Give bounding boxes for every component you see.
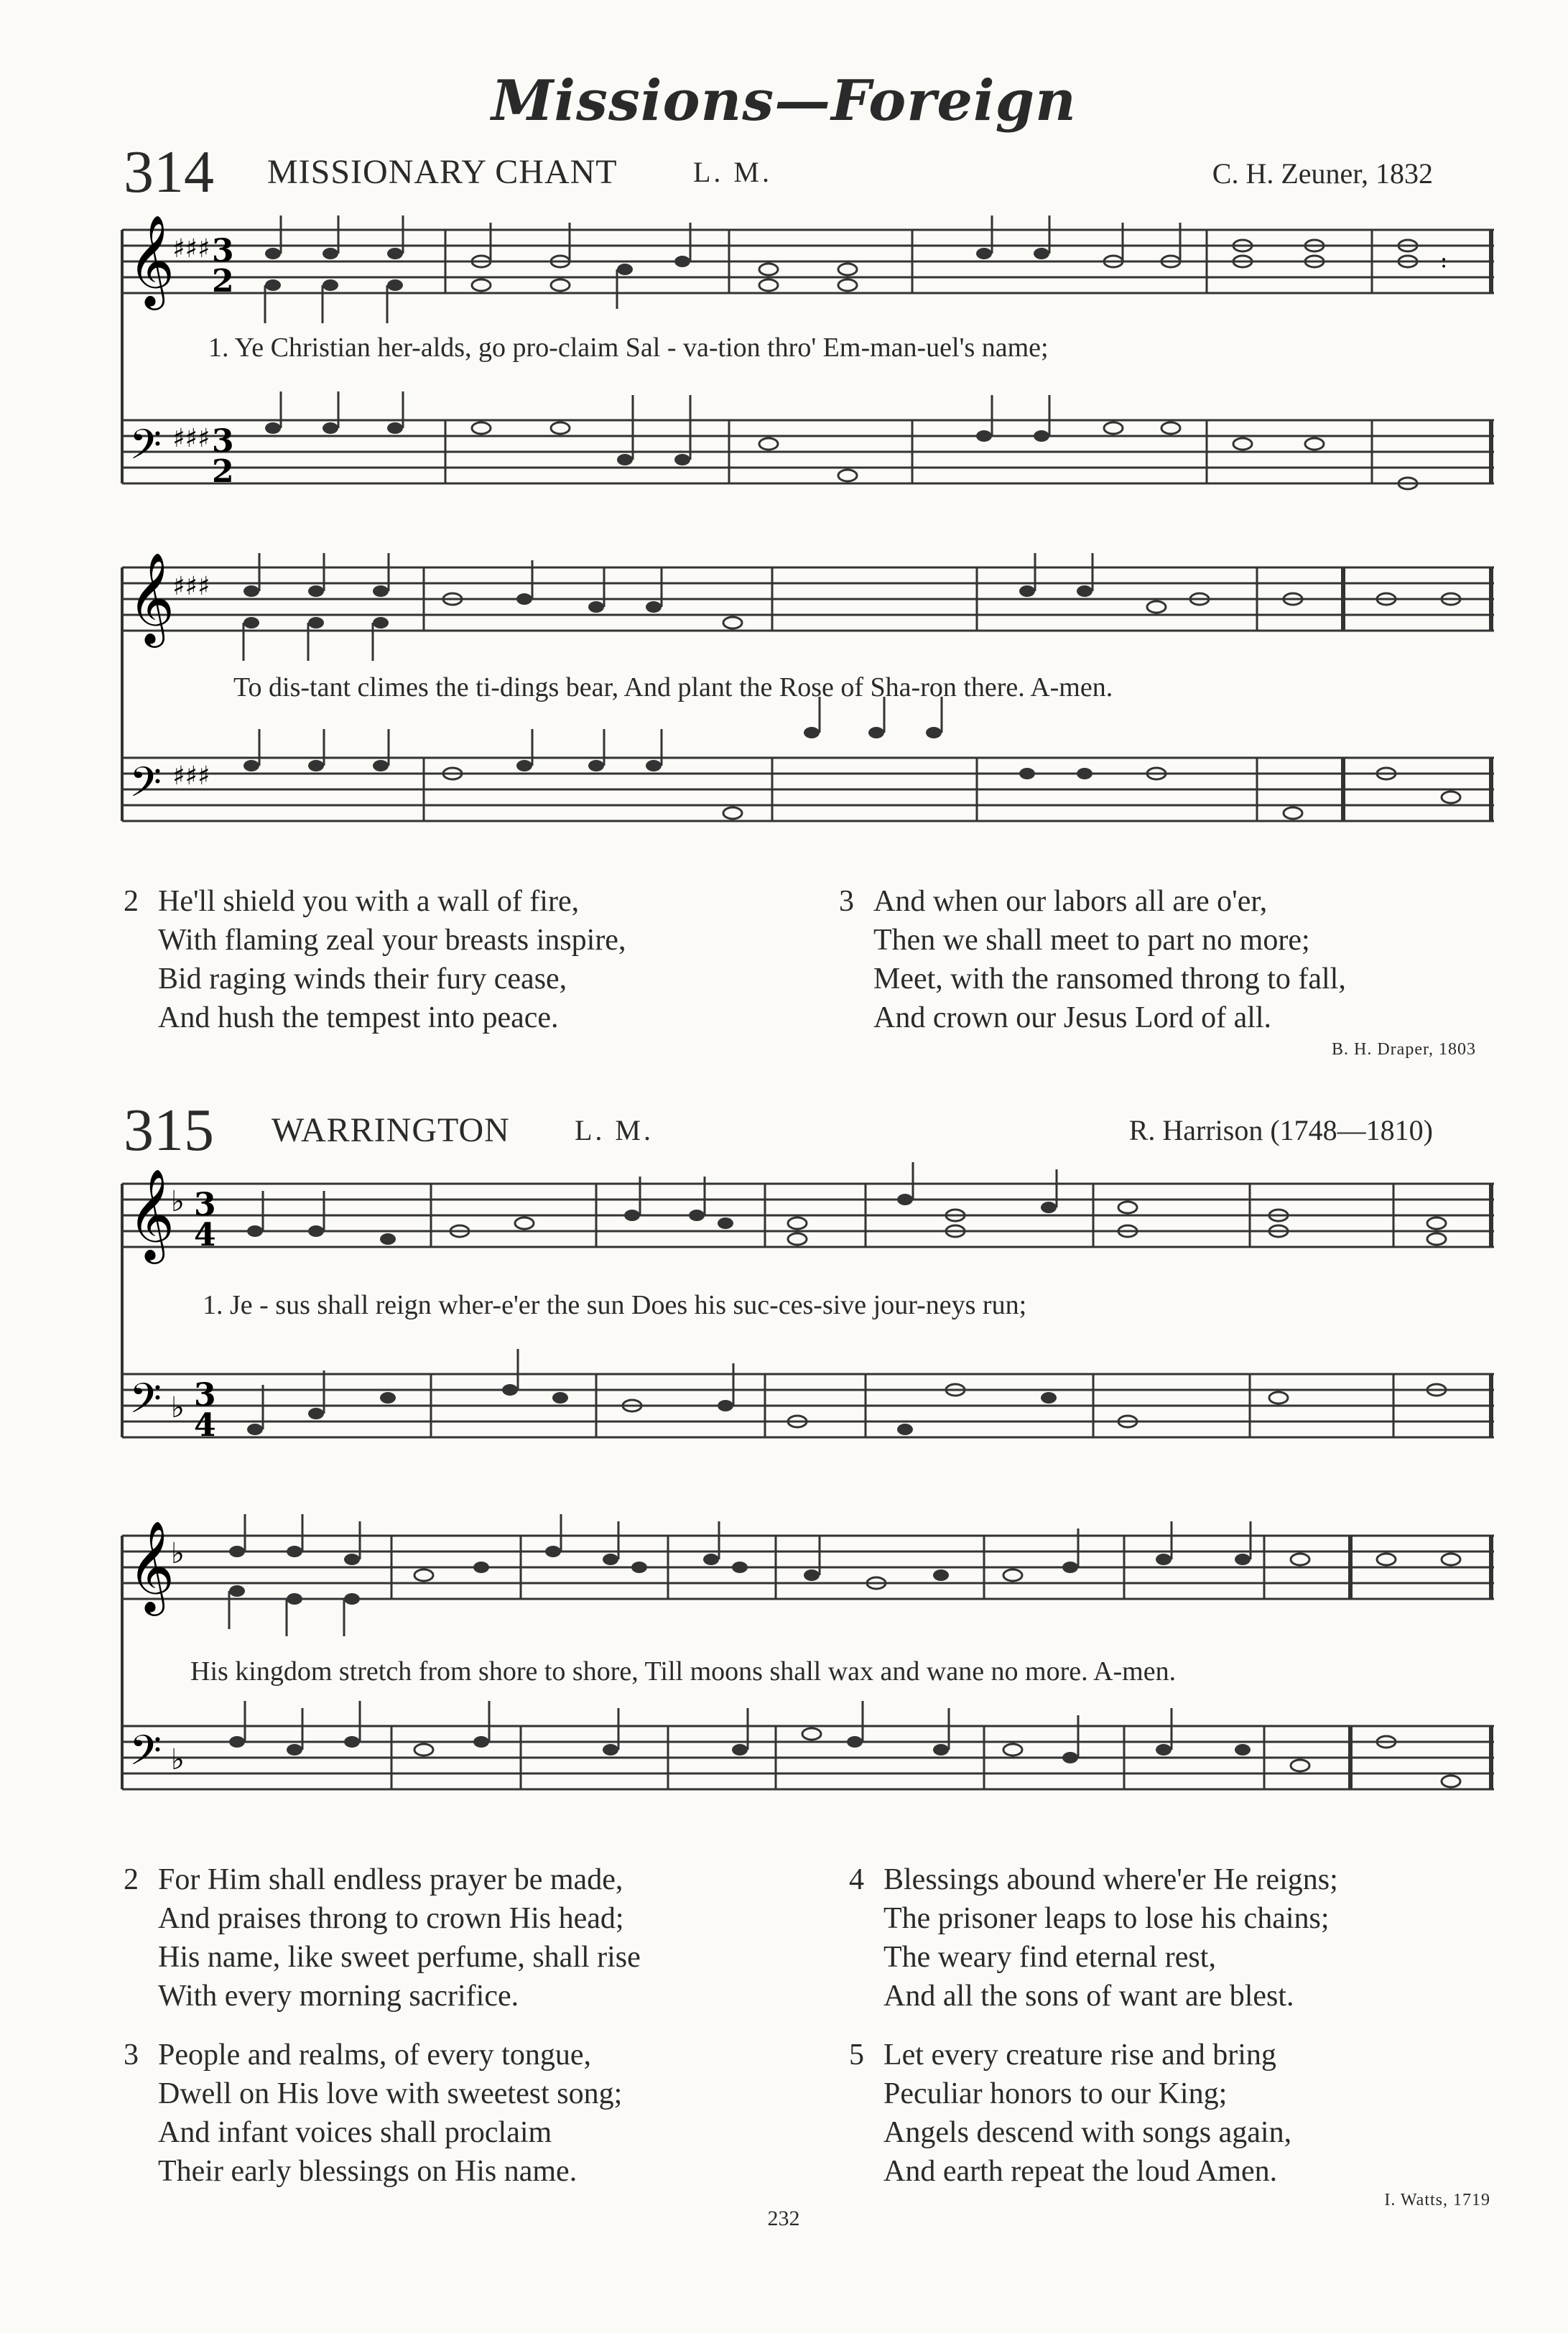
svg-text:♭: ♭ [171,1743,185,1776]
svg-text:2: 2 [212,453,234,490]
bass-clef-icon: 𝄢 [129,1374,162,1433]
hymn-number-315: 315 [124,1097,214,1164]
verse-314-2: 2 He'll shield you with a wall of fire, With flaming zeal your breasts inspire, Bid raging winds their fury cease, And hush the tempest into peace. [124,885,626,1034]
svg-text:3: 3 [194,1377,216,1414]
composer-315: R. Harrison (1748—1810) [1128,1114,1433,1146]
svg-text::: : [1440,248,1448,273]
svg-text:♭: ♭ [171,1391,185,1424]
author-315: I. Watts, 1719 [1384,2191,1490,2209]
verse-315-2: 2 For Him shall endless prayer be made, And praises throng to crown His head; His name, like sweet perfume, shall rise With every morning sacrifice. [124,1863,641,2013]
bass-clef-icon: 𝄢 [129,1726,162,1785]
lyrics-315-line-2: His kingdom stretch from shore to shore, Till moons shall wax and wane no more. A-men. [190,1656,1177,1687]
svg-text:♭: ♭ [171,1537,185,1570]
verse-315-3: 3 People and realms, of every tongue, Dwell on His love with sweetest song; And infant voices shall proclaim Their early blessings on His name. [124,2039,623,2188]
svg-text:4: 4 [194,1217,216,1253]
svg-text:♯♯♯: ♯♯♯ [172,424,210,453]
hymn-number-314: 314 [124,139,214,205]
svg-text:♯♯♯: ♯♯♯ [172,572,210,601]
author-314: B. H. Draper, 1803 [1332,1040,1476,1059]
lyrics-314-line-1: 1. Ye Christian her-alds, go pro-claim Sal - va-tion thro' Em-man-uel's name; [208,333,1049,363]
verse-315-4: 4 Blessings abound where'er He reigns; The prisoner leaps to lose his chains; The weary find eternal rest, And all the sons of want are blest. [849,1863,1338,2013]
verse-314-3: 3 And when our labors all are o'er, Then we shall meet to part no more; Meet, with the ransomed throng to fall, And crown our Jesus Lord of all. [839,885,1346,1034]
bass-clef-icon: 𝄢 [129,420,162,479]
svg-text:2: 2 [212,263,234,300]
svg-text:♯♯♯: ♯♯♯ [172,761,210,791]
treble-clef-icon: 𝄞 [128,1520,175,1612]
lyrics-314-line-2: To dis-tant climes the ti-dings bear, And plant the Rose of Sha-ron there. A-men. [233,672,1113,702]
verse-315-5: 5 Let every creature rise and bring Peculiar honors to our King; Angels descend with songs again, And earth repeat the loud Amen. [849,2039,1292,2188]
composer-314: C. H. Zeuner, 1832 [1212,157,1433,190]
svg-text:3: 3 [194,1187,216,1223]
meter-314: L. M. [693,156,772,188]
page-number: 232 [767,2207,800,2230]
meter-315: L. M. [575,1114,654,1146]
treble-clef-icon: 𝄞 [128,1168,175,1260]
treble-clef-icon: 𝄞 [128,214,175,306]
tune-name-314: MISSIONARY CHANT [267,153,618,191]
svg-text:4: 4 [194,1407,216,1444]
tune-name-315: WARRINGTON [272,1111,510,1149]
svg-text:3: 3 [212,423,234,460]
lyrics-315-line-1: 1. Je - sus shall reign wher-e'er the sun Does his suc-ces-sive jour-neys run; [203,1290,1027,1320]
svg-text:♯♯♯: ♯♯♯ [172,234,210,264]
svg-text:♭: ♭ [171,1185,185,1218]
section-title: Missions—Foreign [491,68,1077,134]
bass-clef-icon: 𝄢 [129,758,162,817]
treble-clef-icon: 𝄞 [128,552,175,644]
svg-text:3: 3 [212,233,234,269]
